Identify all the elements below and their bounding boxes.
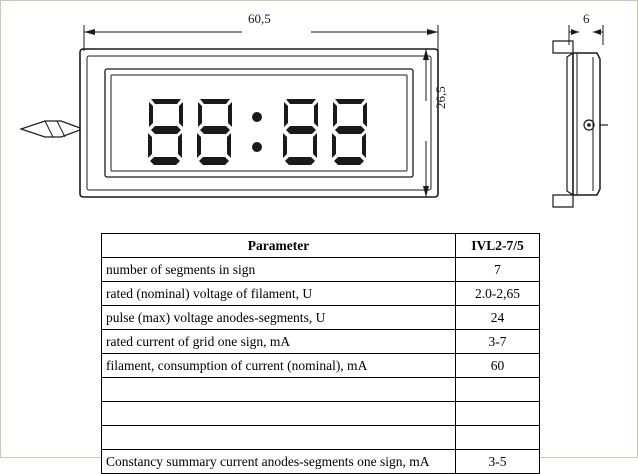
colon-separator <box>252 112 262 152</box>
row-parameter: filament, consumption of current (nominal), mA <box>102 354 456 378</box>
arrow-width-right <box>427 29 438 35</box>
digit-4 <box>332 99 367 165</box>
row-value: 7 <box>456 258 540 282</box>
table-row <box>102 450 540 474</box>
header-device: IVL2-7/5 <box>456 234 540 258</box>
specification-table-container <box>101 233 539 474</box>
header-parameter: Parameter <box>102 234 456 258</box>
table-row-empty <box>102 402 540 426</box>
table-row <box>102 354 540 378</box>
row-parameter: rated current of grid one sign, mA <box>102 330 456 354</box>
row-parameter: rated (nominal) voltage of filament, U <box>102 282 456 306</box>
row-parameter <box>102 378 456 402</box>
dimension-depth-label: 6 <box>583 11 590 26</box>
table-row-empty <box>102 426 540 450</box>
specification-table <box>101 233 540 474</box>
arrow-depth-right <box>593 29 601 35</box>
digit-group <box>148 99 367 165</box>
row-value: 60 <box>456 354 540 378</box>
arrow-height-bottom <box>423 186 429 197</box>
table-row <box>102 330 540 354</box>
mechanical-drawing <box>1 1 638 229</box>
row-value <box>456 426 540 450</box>
row-value <box>456 378 540 402</box>
row-value: 3-5 <box>456 450 540 474</box>
row-value: 3-7 <box>456 330 540 354</box>
arrow-width-left <box>84 29 95 35</box>
table-header-row <box>102 234 540 258</box>
digit-3 <box>283 99 318 165</box>
digit-1 <box>148 99 183 165</box>
side-view <box>553 41 608 207</box>
row-parameter <box>102 402 456 426</box>
row-value <box>456 402 540 426</box>
pin-hatch-2 <box>57 121 65 137</box>
row-parameter: number of segments in sign <box>102 258 456 282</box>
table-row <box>102 258 540 282</box>
row-value: 24 <box>456 306 540 330</box>
arrow-depth-left <box>571 29 579 35</box>
display-pin-tip <box>21 121 80 137</box>
row-value: 2.0-2,65 <box>456 282 540 306</box>
display-window-inner <box>111 75 407 171</box>
row-parameter: Constancy summary current anodes-segments one sign, mA <box>102 450 456 474</box>
digit-2 <box>197 99 232 165</box>
display-body-inner <box>87 56 431 190</box>
table-row-empty <box>102 378 540 402</box>
display-body-outline <box>80 49 438 197</box>
pin-hatch-1 <box>45 121 53 137</box>
arrow-height-top <box>423 49 429 60</box>
table-row <box>102 306 540 330</box>
row-parameter <box>102 426 456 450</box>
row-parameter: pulse (max) voltage anodes-segments, U <box>102 306 456 330</box>
drawing-svg <box>1 1 638 229</box>
dimension-height-label: 26,5 <box>433 86 448 109</box>
dimension-width-label: 60,5 <box>248 11 271 26</box>
table-row <box>102 282 540 306</box>
